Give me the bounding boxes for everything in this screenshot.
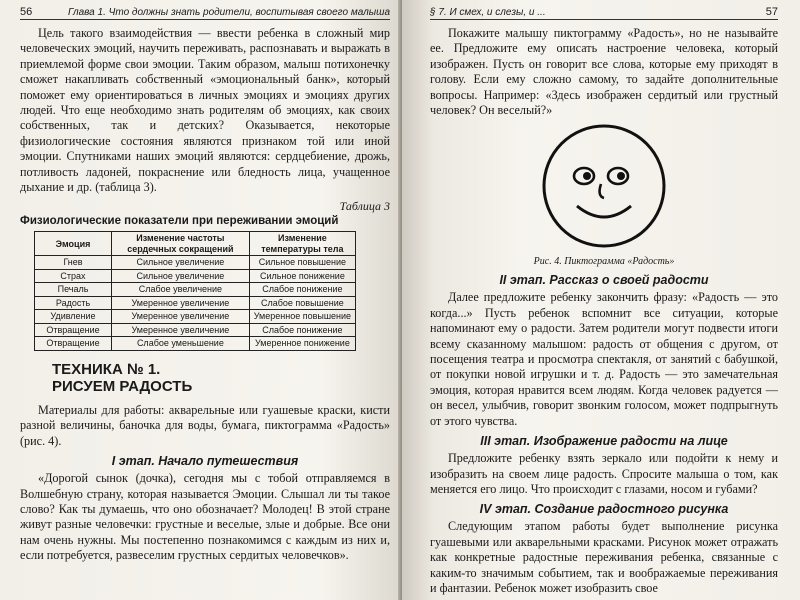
table-row <box>35 256 356 270</box>
table-cell: Страх <box>35 269 112 283</box>
table-row <box>35 283 356 297</box>
table-row <box>35 296 356 310</box>
table-caption: Таблица 3 <box>339 199 390 214</box>
table-header-heart-rate: Изменение частоты сердечных сокращений <box>112 232 250 256</box>
stage3-heading: III этап. Изображение радости на лице <box>480 434 728 449</box>
figure-joy-pictogram <box>430 122 778 250</box>
table-header-emotion: Эмоция <box>35 232 112 256</box>
table-cell: Удивление <box>35 310 112 324</box>
table-cell: Гнев <box>35 256 112 270</box>
stage4-paragraph: Следующим этапом работы будет выполнение рисунка гуашевыми или акварельными красками. Рисунок может отражать как конкретные радостные переживания ребенка, связанные с каким-то значимым событием, так и воображаемые переживания и фантазии. Ребенок может изобразить свое <box>430 519 778 595</box>
table-cell: Слабое понижение <box>249 283 355 297</box>
table-cell: Умеренное повышение <box>249 310 355 324</box>
table-cell: Сильное понижение <box>249 269 355 283</box>
table-row <box>35 269 356 283</box>
left-running-head <box>20 6 390 20</box>
right-running-head <box>430 6 778 20</box>
stage1-paragraph: «Дорогой сынок (дочка), сегодня мы с тобой отправляемся в Волшебную страну, которая называется Эмоции. Слышал ли ты такое слово? Как ты думаешь, что оно обозначает? Молодец! В этой стране живут разные человечки: грустные и веселые, злые и добрые. Все они нам очень нужны. Мы постепенно познакомимся с каждым из них и, если потребуется, развеселим грустных сердитых человечков». <box>20 471 390 563</box>
table-cell: Отвращение <box>35 337 112 351</box>
left-page-number: 56 <box>20 6 33 18</box>
pictogram-intro-paragraph: Покажите малышу пиктограмму «Радость», но не называйте ее. Предложите ему описать настроение человека, который изображен. Пусть он говорит все слова, которые ему приходят в голову. Если ему сложно самому, то задайте дополнительные вопросы. Например: «Здесь изображен сердитый или грустный человек? Он веселый?» <box>430 26 778 118</box>
table-cell: Слабое повышение <box>249 296 355 310</box>
table-row <box>35 337 356 351</box>
right-running-title: § 7. И смех, и слезы, и ... <box>430 7 546 18</box>
table-cell: Радость <box>35 296 112 310</box>
table-cell: Умеренное увеличение <box>112 296 250 310</box>
right-page-number: 57 <box>765 6 778 18</box>
table-header-row <box>35 232 356 256</box>
table-cell: Сильное увеличение <box>112 269 250 283</box>
table-cell: Умеренное понижение <box>249 337 355 351</box>
table-cell: Сильное повышение <box>249 256 355 270</box>
table-cell: Слабое понижение <box>249 323 355 337</box>
stage3-paragraph: Предложите ребенку взять зеркало или подойти к нему и изобразить на своем лице радость. Спросите малыша о том, как меняется его лицо. Что происходит с глазами, носом и губами? <box>430 451 778 496</box>
figure-caption: Рис. 4. Пиктограмма «Радость» <box>533 256 675 268</box>
table-cell: Слабое уменьшение <box>112 337 250 351</box>
right-page <box>402 0 800 600</box>
table-cell: Сильное увеличение <box>112 256 250 270</box>
stage2-heading: II этап. Рассказ о своей радости <box>499 273 709 288</box>
technique-heading <box>52 361 390 395</box>
table-row <box>35 310 356 324</box>
table-header-temperature: Изменение температуры тела <box>249 232 355 256</box>
table-title: Физиологические показатели при переживании эмоций <box>20 215 339 228</box>
table-cell: Печаль <box>35 283 112 297</box>
stage2-paragraph: Далее предложите ребенку закончить фразу: «Радость — это когда...» Пусть ребенок вспомнит все ситуации, которые напоминают ему о радости. Затем родители могут подвести итоги всему сказанному малышом: радость от общения с другом, от посещения театра и просмотра спектакля, от занятий с бабушкой, от покупки новой игрушки и т. д. Радость — это замечательная эмоция, которая нравится всем людям. Когда человек радуется — он весел, улыбчив, говорит звонким голосом, может подпрыгнуть от этого чувства. <box>430 290 778 428</box>
technique-number: ТЕХНИКА № 1. <box>52 360 161 378</box>
table-cell: Умеренное увеличение <box>112 323 250 337</box>
stage4-heading: IV этап. Создание радостного рисунка <box>479 502 729 517</box>
left-running-title: Глава 1. Что должны знать родители, воспитывая своего малыша <box>67 7 390 18</box>
intro-paragraph: Цель такого взаимодействия — ввести ребенка в сложный мир человеческих эмоций, научить переживать, распознавать и выражать в приемлемой форме свои эмоции. Таким образом, малыш потихонечку сможет накапливать собственный «эмоциональный банк», который поможет ему ориентироваться в личных эмоциях и эмоциях других людей. Что еще необходимо знать родителям об эмоциях, как своих собственных, так и детских? Оказывается, некоторые физиологические состояния являются признаком той или иной эмоции. Спутниками наших эмоций являются: сердцебиение, дрожь, потливость ладоней, покраснение или бледность лица, учащенное дыхание и др. (таблица 3). <box>20 26 390 195</box>
table-row <box>35 323 356 337</box>
stage1-heading: I этап. Начало путешествия <box>111 454 299 469</box>
materials-paragraph: Материалы для работы: акварельные или гуашевые краски, кисти разной величины, баночка для воды, бумага, пиктограмма «Радость» (рис. 4). <box>20 402 390 448</box>
physiology-table <box>34 231 356 351</box>
table-cell: Умеренное увеличение <box>112 310 250 324</box>
smiley-face-icon <box>529 122 679 250</box>
technique-name: РИСУЕМ РАДОСТЬ <box>52 377 193 395</box>
table-cell: Отвращение <box>35 323 112 337</box>
table-cell: Слабое увеличение <box>112 283 250 297</box>
